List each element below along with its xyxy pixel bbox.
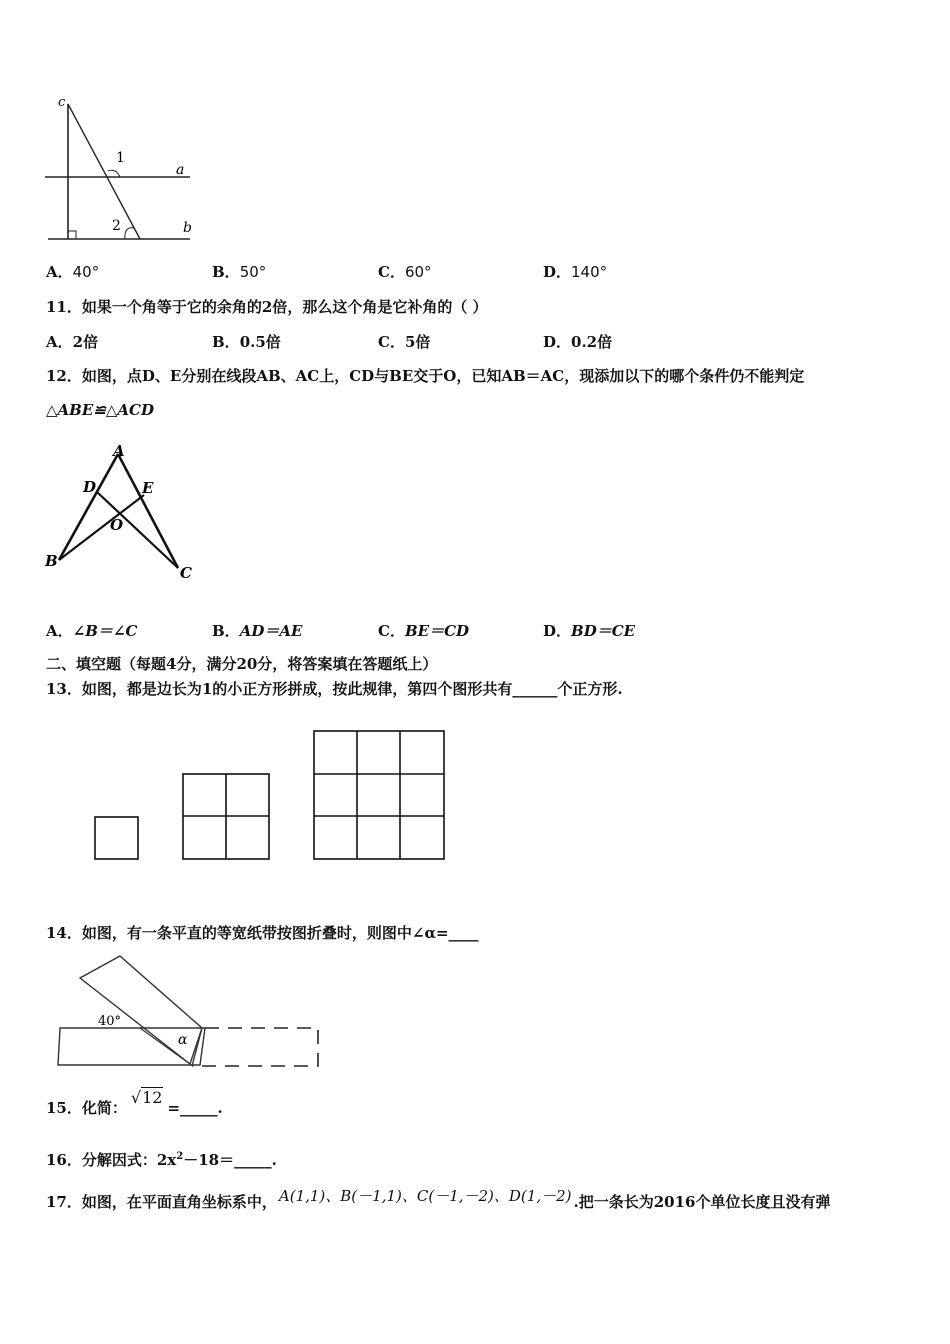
q14-figure bbox=[50, 950, 330, 1075]
q11-stem: 11．如果一个角等于它的余角的2倍，那么这个角是它补角的（ ） bbox=[46, 298, 488, 316]
q11-option-c: C．5倍 bbox=[378, 333, 431, 351]
q12-stem-line1: 12．如图，点D、E分别在线段AB、AC上，CD与BE交于O，已知AB＝AC，现添加以下的哪个条件仍不能判定 bbox=[46, 367, 805, 385]
q11-option-b: B．0.5倍 bbox=[212, 333, 281, 351]
q12-stem-line2: △ABE≌△ACD bbox=[46, 401, 154, 419]
label-c: c bbox=[58, 95, 66, 110]
label-b: B bbox=[45, 552, 58, 570]
segment-be bbox=[59, 495, 144, 560]
alpha-label: α bbox=[178, 1032, 188, 1048]
q13-figure bbox=[90, 725, 450, 865]
square-grid-2 bbox=[183, 774, 269, 859]
q12-option-b: B．AD＝AE bbox=[212, 622, 303, 640]
section-heading: 二、填空题（每题4分，满分20分，将答案填在答题纸上） bbox=[46, 655, 438, 673]
q12-option-d: D．BD＝CE bbox=[543, 622, 636, 640]
q14-stem: 14．如图，有一条平直的等宽纸带按图折叠时，则图中∠α=____ bbox=[46, 924, 479, 942]
q10-option-a: A．40° bbox=[46, 263, 100, 281]
q17-line: 17．如图，在平面直角坐标系中， A(1,1)、B(－1,1)、C(－1,－2)、D(1,－2) .把一条长为2016个单位长度且没有弹 bbox=[46, 1187, 831, 1211]
label-1: 1 bbox=[116, 150, 125, 166]
label-b: b bbox=[183, 220, 192, 236]
angle-1-arc bbox=[108, 170, 120, 177]
label-c: C bbox=[180, 564, 192, 582]
line-c bbox=[68, 104, 140, 239]
q12-option-c: C．BE＝CD bbox=[378, 622, 470, 640]
square-grid-1 bbox=[95, 817, 138, 859]
q13-stem: 13．如图，都是边长为1的小正方形拼成，按此规律，第四个图形共有______个正方形. bbox=[46, 680, 623, 698]
sqrt-expression: √12 bbox=[130, 1088, 163, 1107]
right-angle-mark bbox=[68, 231, 76, 239]
q10-option-c: C．60° bbox=[378, 263, 432, 281]
q11-option-a: A．2倍 bbox=[46, 333, 99, 351]
segment-ac bbox=[118, 454, 178, 568]
label-2: 2 bbox=[112, 218, 121, 234]
q11-option-d: D．0.2倍 bbox=[543, 333, 613, 351]
label-a: a bbox=[176, 162, 185, 178]
square-grid-3 bbox=[314, 731, 444, 859]
sqrt-sign: √ bbox=[130, 1088, 142, 1107]
label-a: A bbox=[113, 442, 125, 460]
q10-option-b: B．50° bbox=[212, 263, 267, 281]
segment-ab bbox=[59, 454, 118, 560]
label-o: O bbox=[110, 516, 124, 534]
q12-figure bbox=[40, 440, 210, 585]
dashed-continuation bbox=[192, 1028, 318, 1066]
angle-40-label: 40° bbox=[98, 1014, 122, 1029]
angle-2-arc bbox=[125, 228, 134, 239]
q10-figure bbox=[40, 92, 210, 247]
q16-line: 16．分解因式：$2x^2-18=\_\_\_\_\_$. bbox=[46, 1151, 277, 1169]
q12-option-a: A．∠B＝∠C bbox=[46, 622, 138, 640]
label-e: E bbox=[142, 479, 154, 497]
q15-line: 15．化简：√12=_____. bbox=[46, 1088, 223, 1117]
q17-points: A(1,1)、B(－1,1)、C(－1,－2)、D(1,－2) bbox=[278, 1187, 572, 1205]
q10-option-d: D．140° bbox=[543, 263, 608, 281]
label-d: D bbox=[83, 478, 97, 496]
